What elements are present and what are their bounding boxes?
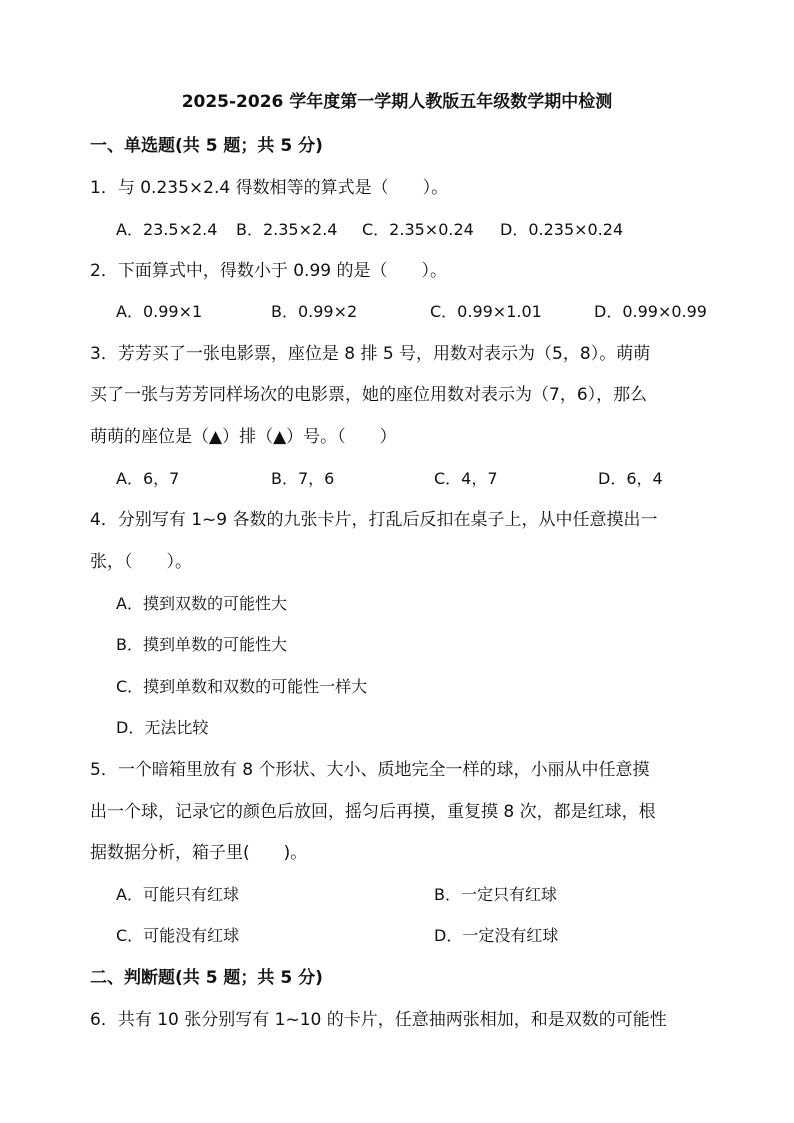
q1-option-d: D．0.235×0.24 (500, 220, 624, 239)
q1-option-b: B．2.35×2.4 (236, 220, 338, 239)
question-5-line-1: 5．一个暗箱里放有 8 个形状、大小、质地完全一样的球，小丽从中任意摸 (90, 760, 650, 780)
q3-option-d: D．6，4 (598, 469, 663, 488)
q2-option-a: A．0.99×1 (116, 302, 203, 321)
question-3-line-3: 萌萌的座位是（▲）排（▲）号。（ ） (90, 427, 397, 447)
q2-option-b: B．0.99×2 (271, 302, 358, 321)
page-title: 2025-2026 学年度第一学期人教版五年级数学期中检测 (181, 92, 613, 112)
q4-option-c: C．摸到单数和双数的可能性一样大 (116, 677, 368, 696)
q4-option-a: A．摸到双数的可能性大 (116, 594, 287, 613)
q3-option-a: A．6，7 (116, 469, 180, 488)
q5-option-c: C．可能没有红球 (116, 926, 240, 945)
q5-option-a: A．可能只有红球 (116, 885, 239, 904)
question-6-text: 6．共有 10 张分别写有 1~10 的卡片，任意抽两张相加，和是双数的可能性 (90, 1010, 667, 1030)
question-5-line-2: 出一个球，记录它的颜色后放回，摇匀后再摸，重复摸 8 次，都是红球，根 (90, 802, 656, 822)
q2-option-d: D．0.99×0.99 (594, 302, 707, 321)
q1-option-c: C．2.35×0.24 (362, 220, 474, 239)
section-heading-single-choice: 一、单选题(共 5 题；共 5 分) (90, 136, 323, 156)
q3-option-c: C．4，7 (434, 469, 498, 488)
q4-option-b: B．摸到单数的可能性大 (116, 635, 287, 654)
section-heading-true-false: 二、判断题(共 5 题；共 5 分) (90, 968, 323, 988)
q4-option-d: D．无法比较 (116, 718, 209, 737)
q1-option-a: A．23.5×2.4 (116, 220, 218, 239)
q5-option-b: B．一定只有红球 (434, 885, 557, 904)
q2-option-c: C．0.99×1.01 (430, 302, 542, 321)
question-5-line-3: 据数据分析，箱子里( )。 (90, 843, 308, 863)
question-3-line-2: 买了一张与芳芳同样场次的电影票，她的座位用数对表示为（7，6），那么 (90, 385, 648, 405)
question-3-line-1: 3．芳芳买了一张电影票，座位是 8 排 5 号，用数对表示为（5，8）。萌萌 (90, 344, 651, 364)
question-1-text: 1．与 0.235×2.4 得数相等的算式是（ ）。 (90, 178, 449, 198)
question-2-text: 2．下面算式中，得数小于 0.99 的是（ ）。 (90, 261, 447, 281)
q3-option-b: B．7，6 (271, 469, 335, 488)
question-4-line-2: 张，（ ）。 (90, 552, 192, 572)
q5-option-d: D．一定没有红球 (434, 926, 559, 945)
question-4-line-1: 4．分别写有 1~9 各数的九张卡片，打乱后反扣在桌子上，从中任意摸出一 (90, 510, 658, 530)
